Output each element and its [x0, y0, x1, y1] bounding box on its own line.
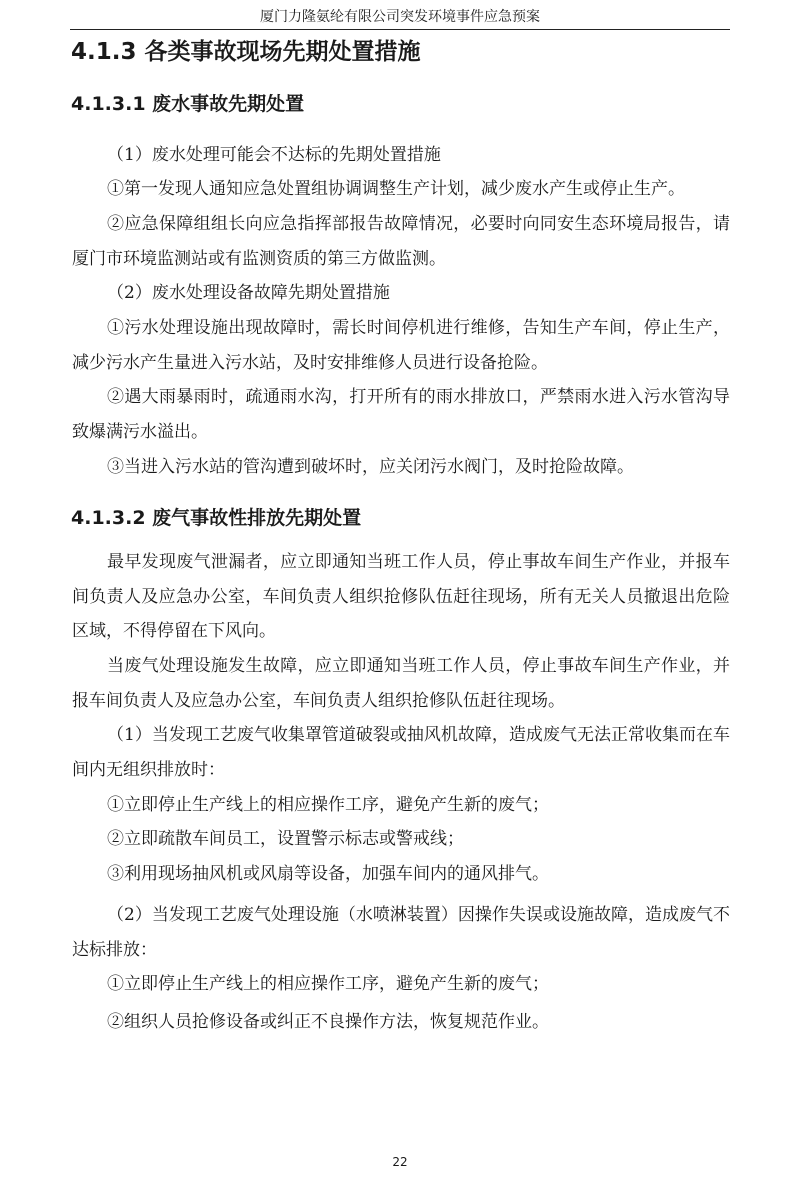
paragraph-collection-item-3: ③利用现场抽风机或风扇等设备，加强车间内的通风排气。 [107, 864, 549, 884]
paragraph-equipment-item-1: ①污水处理设施出现故障时，需长时间停机进行维修，告知生产车间，停止生产，减少污水产生量进入污水站，及时安排维修人员进行设备抢险。 [72, 318, 730, 373]
page-number: 22 [392, 1155, 408, 1169]
paragraph-wastewater-item-1: ①第一发现人通知应急处置组协调调整生产计划，减少废水产生或停止生产。 [107, 179, 685, 199]
paragraph-gas-facility-failure: 当废气处理设施发生故障，应立即通知当班工作人员，停止事故车间生产作业，并报车间负责人及应急办公室，车间负责人组织抢修队伍赶往现场。 [72, 656, 730, 711]
paragraph-collection-item-2: ②立即疏散车间员工，设置警示标志或警戒线； [107, 829, 464, 849]
subsection-heading-4-1-3-1: 4.1.3.1 废水事故先期处置 [71, 93, 305, 115]
paragraph-collection-item-1: ①立即停止生产线上的相应操作工序，避免产生新的废气； [107, 795, 549, 815]
section-heading-4-1-3: 4.1.3 各类事故现场先期处置措施 [71, 39, 421, 65]
header-divider [70, 29, 730, 30]
paragraph-collection-failure-heading: （1）当发现工艺废气收集罩管道破裂或抽风机故障，造成废气无法正常收集而在车间内无组织排放时： [72, 725, 730, 780]
running-header: 厦门力隆氨纶有限公司突发环境事件应急预案 [260, 9, 540, 25]
paragraph-wastewater-substandard-heading: （1）废水处理可能会不达标的先期处置措施 [107, 145, 441, 165]
subsection-heading-4-1-3-2: 4.1.3.2 废气事故性排放先期处置 [71, 507, 362, 529]
paragraph-treatment-failure-heading: （2）当发现工艺废气处理设施（水喷淋装置）因操作失误或设施故障，造成废气不达标排放： [72, 905, 730, 960]
paragraph-wastewater-item-2: ②应急保障组组长向应急指挥部报告故障情况，必要时向同安生态环境局报告，请厦门市环境监测站或有监测资质的第三方做监测。 [72, 214, 730, 269]
paragraph-equipment-item-2: ②遇大雨暴雨时，疏通雨水沟，打开所有的雨水排放口，严禁雨水进入污水管沟导致爆满污水溢出。 [72, 387, 730, 442]
paragraph-equipment-item-3: ③当进入污水站的管沟遭到破坏时，应关闭污水阀门，及时抢险故障。 [107, 457, 634, 477]
paragraph-equipment-failure-heading: （2）废水处理设备故障先期处置措施 [107, 283, 390, 303]
paragraph-treatment-item-1: ①立即停止生产线上的相应操作工序，避免产生新的废气； [107, 974, 549, 994]
paragraph-treatment-item-2: ②组织人员抢修设备或纠正不良操作方法，恢复规范作业。 [107, 1012, 549, 1032]
paragraph-gas-leak-response: 最早发现废气泄漏者，应立即通知当班工作人员，停止事故车间生产作业，并报车间负责人及应急办公室，车间负责人组织抢修队伍赶往现场，所有无关人员撤退出危险区域，不得停留在下风向。 [72, 552, 730, 641]
